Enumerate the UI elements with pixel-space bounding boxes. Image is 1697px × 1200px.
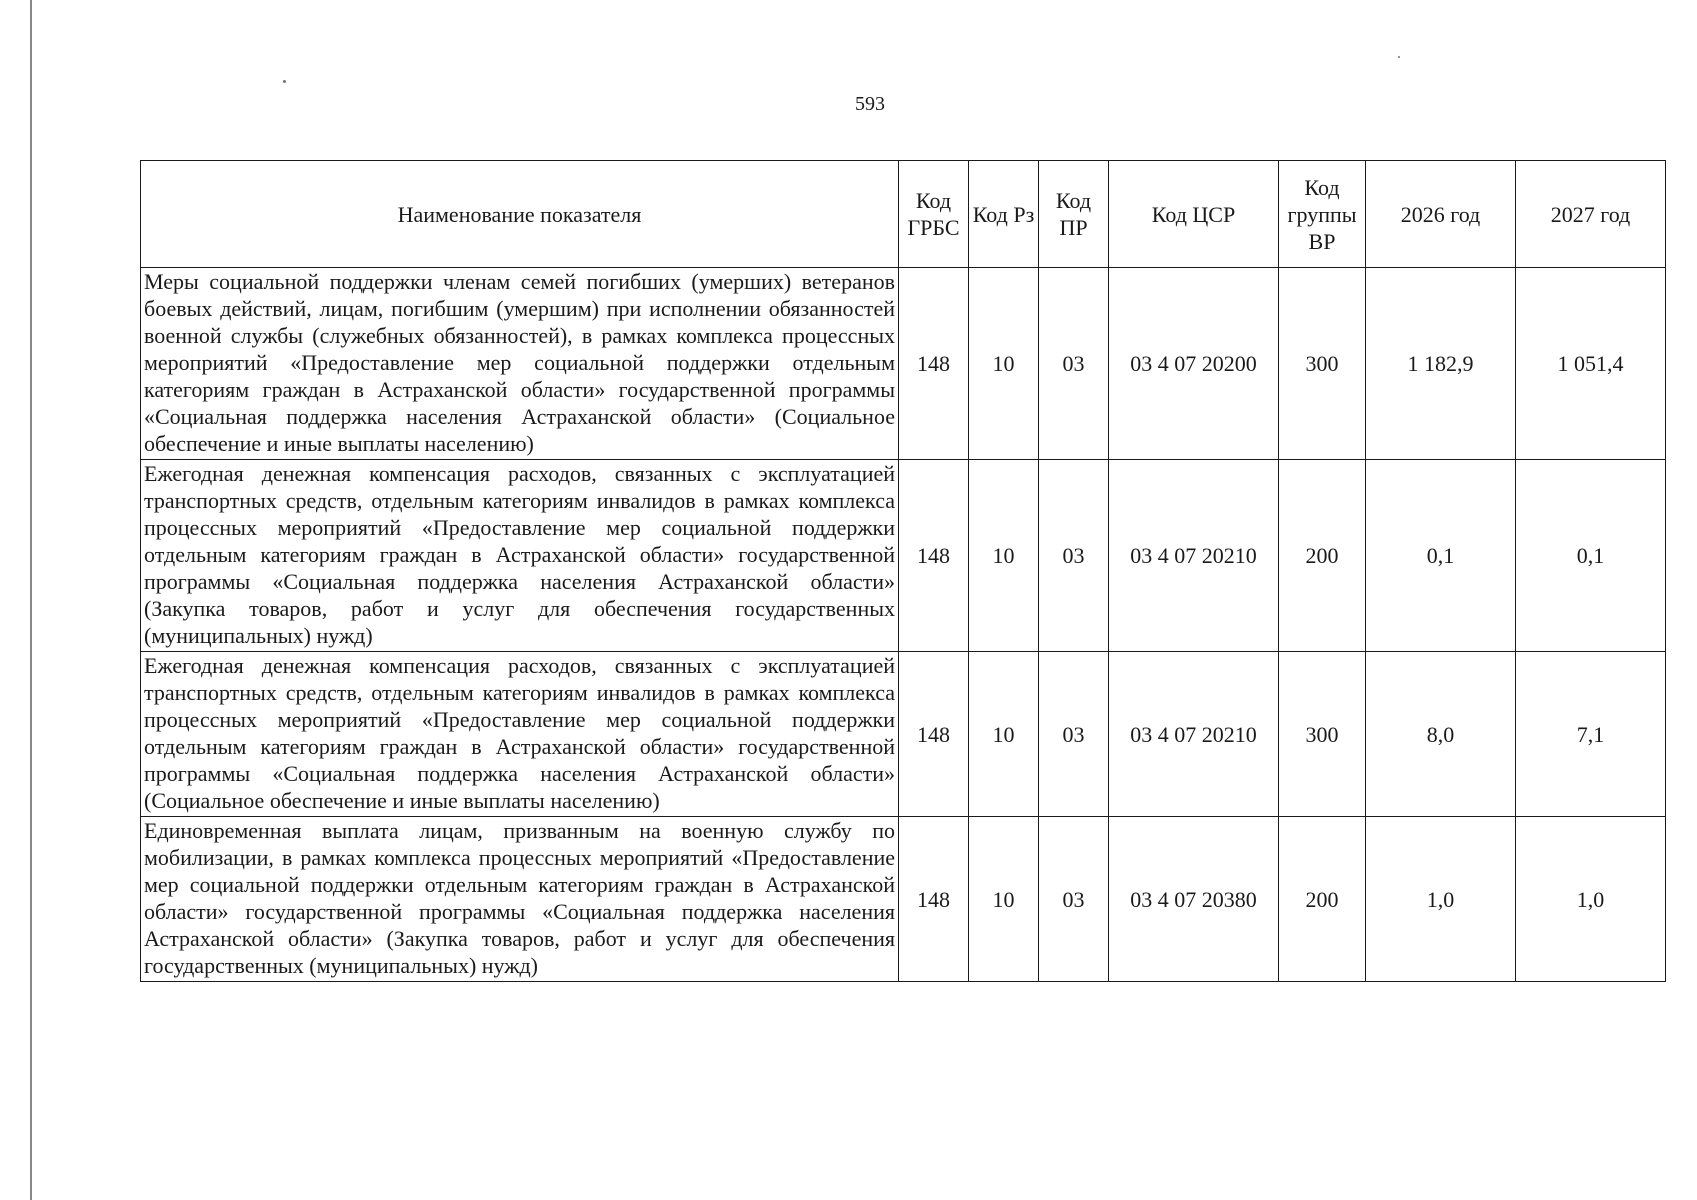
- amount-2026: 8,0: [1366, 652, 1516, 817]
- rz-code: 10: [969, 460, 1039, 652]
- csr-code: 03 4 07 20210: [1109, 460, 1279, 652]
- amount-2027: 1,0: [1516, 817, 1666, 982]
- header-2026: 2026 год: [1366, 161, 1516, 268]
- csr-code: 03 4 07 20380: [1109, 817, 1279, 982]
- amount-2026: 1 182,9: [1366, 268, 1516, 460]
- csr-code: 03 4 07 20200: [1109, 268, 1279, 460]
- header-pr: Код ПР: [1039, 161, 1109, 268]
- rz-code: 10: [969, 817, 1039, 982]
- pr-code: 03: [1039, 817, 1109, 982]
- indicator-name: Меры социальной поддержки членам семей погибших (умерших) ветеранов боевых действий, лицам, погибшим (умершим) при исполнении обязанностей военной службы (служебных обязанностей), в рамках комплекса процессных мероприятий «Предоставление мер социальной поддержки отдельным категориям граждан в Астраханской области» государственной программы «Социальная поддержка населения Астраханской области» (Социальное обеспечение и иные выплаты населению): [141, 268, 899, 460]
- scan-speck: [283, 80, 286, 83]
- table-row: [141, 817, 1666, 982]
- table-row: [141, 460, 1666, 652]
- budget-table: [140, 160, 1666, 982]
- amount-2027: 7,1: [1516, 652, 1666, 817]
- grbs-code: 148: [899, 460, 969, 652]
- header-rz: Код Рз: [969, 161, 1039, 268]
- binding-edge-line: [30, 0, 32, 1200]
- header-name: Наименование показателя: [141, 161, 899, 268]
- indicator-name: Единовременная выплата лицам, призванным на военную службу по мобилизации, в рамках комплекса процессных мероприятий «Предоставление мер социальной поддержки отдельным категориям граждан в Астраханской области» государственной программы «Социальная поддержка населения Астраханской области» (Закупка товаров, работ и услуг для обеспечения государственных (муниципальных) нужд): [141, 817, 899, 982]
- vr-code: 200: [1279, 460, 1366, 652]
- header-csr: Код ЦСР: [1109, 161, 1279, 268]
- header-row: [141, 161, 1666, 268]
- pr-code: 03: [1039, 268, 1109, 460]
- table-row: [141, 652, 1666, 817]
- amount-2027: 0,1: [1516, 460, 1666, 652]
- table-row: [141, 268, 1666, 460]
- rz-code: 10: [969, 652, 1039, 817]
- csr-code: 03 4 07 20210: [1109, 652, 1279, 817]
- scan-speck: [1398, 56, 1400, 58]
- indicator-name: Ежегодная денежная компенсация расходов, связанных с эксплуатацией транспортных средств, отдельным категориям инвалидов в рамках комплекса процессных мероприятий «Предоставление мер социальной поддержки отдельным категориям граждан в Астраханской области» государственной программы «Социальная поддержка населения Астраханской области» (Закупка товаров, работ и услуг для обеспечения государственных (муниципальных) нужд): [141, 460, 899, 652]
- rz-code: 10: [969, 268, 1039, 460]
- page-number: 593: [855, 93, 885, 115]
- grbs-code: 148: [899, 817, 969, 982]
- header-2027: 2027 год: [1516, 161, 1666, 268]
- amount-2026: 1,0: [1366, 817, 1516, 982]
- pr-code: 03: [1039, 652, 1109, 817]
- vr-code: 300: [1279, 268, 1366, 460]
- grbs-code: 148: [899, 268, 969, 460]
- grbs-code: 148: [899, 652, 969, 817]
- vr-code: 300: [1279, 652, 1366, 817]
- pr-code: 03: [1039, 460, 1109, 652]
- header-vr: Код группы ВР: [1279, 161, 1366, 268]
- vr-code: 200: [1279, 817, 1366, 982]
- amount-2027: 1 051,4: [1516, 268, 1666, 460]
- indicator-name: Ежегодная денежная компенсация расходов, связанных с эксплуатацией транспортных средств, отдельным категориям инвалидов в рамках комплекса процессных мероприятий «Предоставление мер социальной поддержки отдельным категориям граждан в Астраханской области» государственной программы «Социальная поддержка населения Астраханской области» (Социальное обеспечение и иные выплаты населению): [141, 652, 899, 817]
- header-grbs: Код ГРБС: [899, 161, 969, 268]
- amount-2026: 0,1: [1366, 460, 1516, 652]
